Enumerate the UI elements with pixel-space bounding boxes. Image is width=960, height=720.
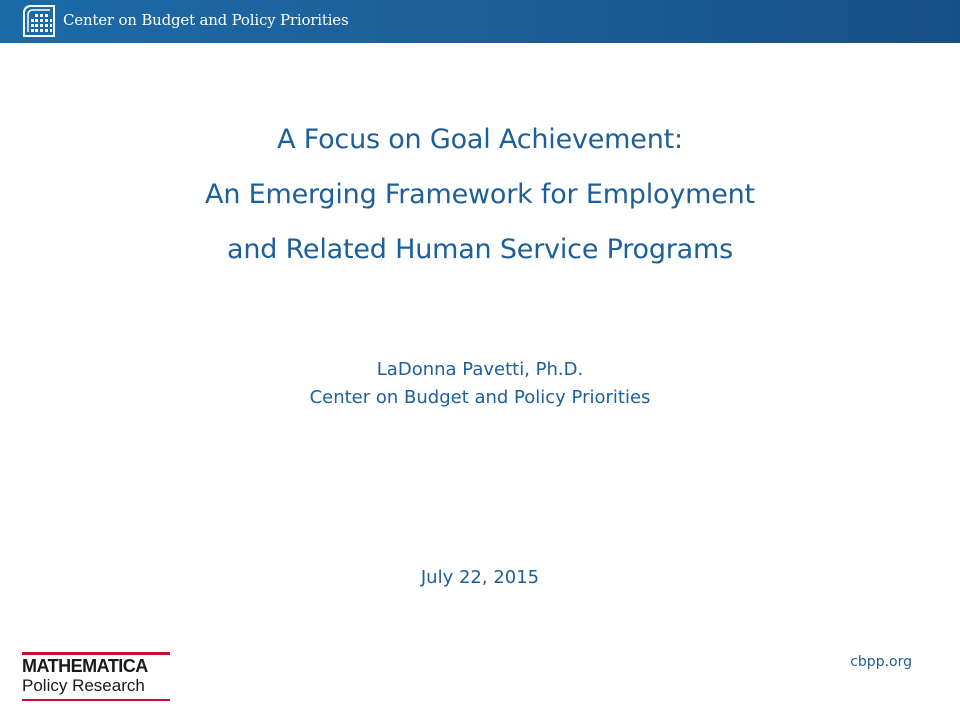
- author-name: LaDonna Pavetti, Ph.D.: [376, 359, 584, 380]
- slide-title: [0, 112, 960, 277]
- logo-bottom-rule: [22, 699, 170, 701]
- title-line-1: A Focus on Goal Achievement:: [277, 124, 683, 155]
- logo-subtitle: Policy Research: [22, 676, 145, 695]
- header-org-name: Center on Budget and Policy Priorities: [63, 11, 349, 29]
- title-line-2: An Emerging Framework for Employment: [205, 179, 755, 210]
- site-url-link[interactable]: cbpp.org: [850, 654, 912, 670]
- author-affiliation: Center on Budget and Policy Priorities: [309, 387, 651, 408]
- logo-top-rule: [22, 652, 170, 655]
- author-block: [0, 356, 960, 412]
- header-bar: [0, 0, 960, 43]
- logo-name: MATHEMATICA: [22, 656, 148, 676]
- mathematica-logo: [22, 652, 172, 707]
- presentation-date: July 22, 2015: [420, 567, 540, 588]
- title-line-3: and Related Human Service Programs: [226, 234, 733, 265]
- cbpp-building-grid-icon: [23, 5, 55, 37]
